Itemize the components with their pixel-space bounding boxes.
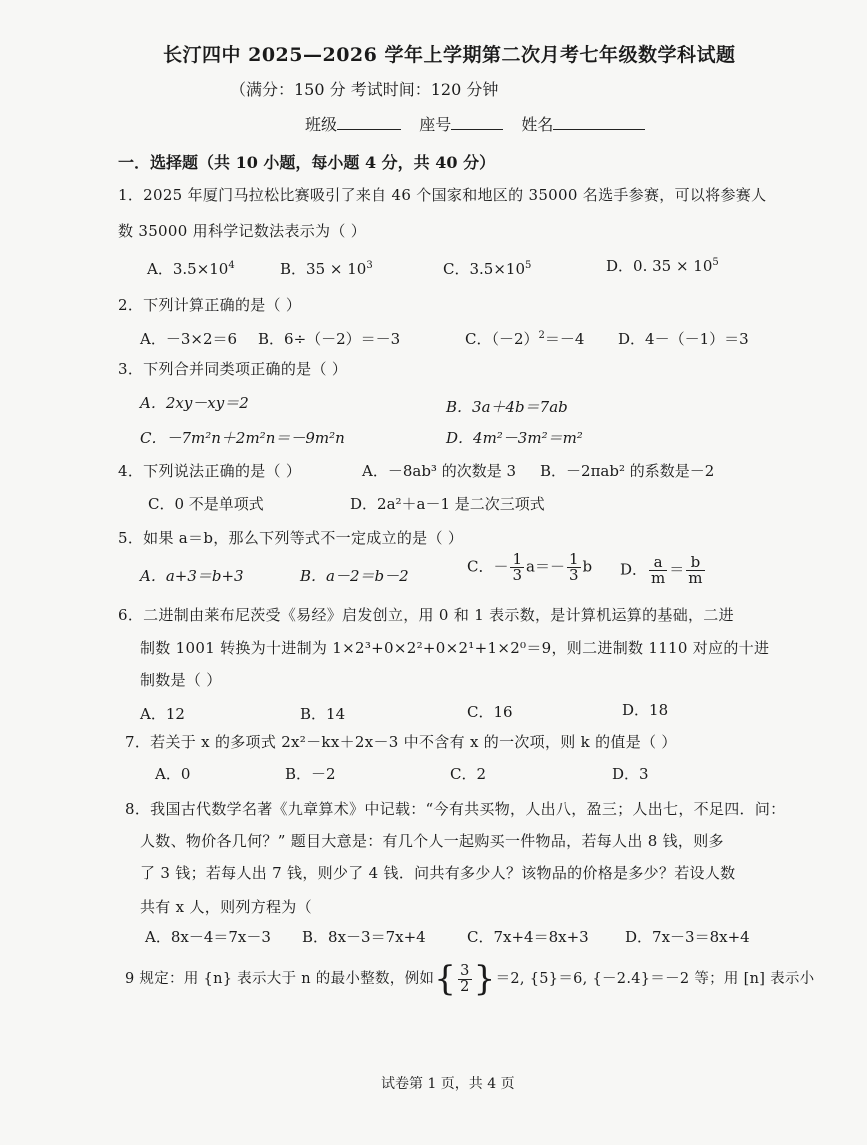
q5-option-c[interactable] [467,552,592,583]
q9-frac-den: 2 [460,978,470,995]
section-heading: 一．选择题（共 10 小题，每小题 4 分，共 40 分） [118,153,496,172]
q1-stem-line1: 1．2025 年厦门马拉松比赛吸引了来自 46 个国家和地区的 35000 名选手参赛，可以将参赛人 [118,186,767,204]
q9-stem-rest: ＝2, {5}＝6, {－2.4}＝－2 等；用 [n] 表示小 [495,971,815,987]
exam-title: 长汀四中 2025—2026 学年上学期第二次月考七年级数学科试题 [163,44,736,66]
q4-stem: 4．下列说法正确的是（ ） [118,462,302,480]
q2-option-c-exp: 2 [538,330,545,341]
q2-option-b[interactable]: B．6÷（－2）＝－3 [258,330,401,348]
q8-stem-line1: 8．我国古代数学名著《九章算术》中记载：“今有共买物，人出八，盈三；人出七，不足四．问： [125,800,786,818]
q5-option-c-mid: a＝－ [526,557,565,576]
q4-option-b[interactable]: B．－2πab² 的系数是－2 [540,462,715,480]
q2-stem: 2．下列计算正确的是（ ） [118,296,302,314]
student-info-row [305,112,645,135]
seat-blank[interactable] [451,113,503,130]
seat-label: 座号 [419,115,452,134]
q8-option-b[interactable]: B．8x－3＝7x+4 [302,928,426,946]
q5-option-d-eq: ＝ [669,560,685,579]
q5-option-b[interactable]: B．a－2＝b－2 [300,567,409,585]
exam-meta: （满分：150 分 考试时间：120 分钟 [230,80,499,99]
q8-stem-line4: 共有 x 人，则列方程为（ [140,898,312,916]
q5-d-frac2-num: b [686,555,704,571]
q1-option-d-text: D．0. 35 × 10 [606,257,713,275]
q7-option-b[interactable]: B．－2 [285,765,336,783]
q9-brace-left: { [434,959,457,999]
q2-option-c[interactable] [465,328,584,349]
q9-stem-prefix: 9 规定：用 {n} 表示大于 n 的最小整数，例如 [125,971,435,987]
q8-option-d[interactable]: D．7x－3＝8x+4 [625,928,750,946]
q3-option-a[interactable]: A．2xy－xy＝2 [140,394,249,412]
class-label: 班级 [305,115,338,134]
page-footer: 试卷第 1 页，共 4 页 [381,1076,515,1092]
q5-c-frac1-den: 3 [512,566,523,584]
q7-option-c[interactable]: C．2 [450,765,487,783]
q9-frac-num: 3 [460,963,470,979]
q5-d-frac2-den: m [688,569,703,587]
q2-option-a[interactable]: A．－3×2＝6 [140,330,238,348]
q5-option-c-prefix: C．－ [467,557,509,576]
q5-c-frac2-num: 1 [568,550,579,568]
q4-option-d[interactable]: D．2a²＋a－1 是二次三项式 [350,495,545,513]
q1-option-c-text: C．3.5×10 [443,260,525,278]
q6-stem-line2: 制数 1001 转换为十进制为 1×2³+0×2²+0×2¹+1×2⁰＝9，则二进制数 1110 对应的十进 [140,639,770,657]
q5-option-d-frac1 [649,555,667,586]
q3-option-c[interactable]: C．－7m²n＋2m²n＝－9m²n [140,429,345,447]
q4-option-c[interactable]: C．0 不是单项式 [148,495,264,513]
q8-stem-line2: 人数、物价各几何？” 题目大意是：有几个人一起购买一件物品，若每人出 8 钱，则多 [140,832,724,850]
q1-option-d-exp: 5 [712,257,719,268]
q5-stem: 5．如果 a＝b，那么下列等式不一定成立的是（ ） [118,529,464,547]
q6-option-a[interactable]: A．12 [140,705,185,723]
q1-option-c[interactable] [443,258,531,279]
q4-option-a[interactable]: A．－8ab³ 的次数是 3 [362,462,517,480]
name-label: 姓名 [521,115,554,134]
q7-stem: 7．若关于 x 的多项式 2x²－kx＋2x－3 中不含有 x 的一次项，则 k 的值是（ ） [125,733,677,751]
q5-option-d[interactable] [620,555,707,586]
q5-d-frac1-den: m [651,569,666,587]
q1-option-a-exp: 4 [228,260,235,271]
q1-option-b-exp: 3 [366,260,373,271]
q9-brace-right: } [473,959,496,999]
q5-option-c-end: b [582,557,593,576]
q2-option-c-rest: ＝－4 [544,330,585,348]
q8-option-a[interactable]: A．8x－4＝7x－3 [145,928,271,946]
q3-option-d[interactable]: D．4m²－3m²＝m² [446,429,583,447]
q8-option-c[interactable]: C．7x+4＝8x+3 [467,928,589,946]
q5-d-frac1-num: a [649,555,667,571]
q1-stem-line2: 数 35000 用科学记数法表示为（ ） [118,222,367,240]
q3-option-b[interactable]: B．3a＋4b＝7ab [446,398,568,416]
q5-option-c-frac2 [567,552,581,583]
q7-option-a[interactable]: A．0 [155,765,191,783]
q1-option-d[interactable] [606,255,719,276]
q5-option-a[interactable]: A．a+3＝b+3 [140,567,244,585]
q9-frac [458,964,472,994]
q1-option-b-text: B．35 × 10 [280,260,367,278]
q1-option-a-text: A．3.5×10 [147,260,229,278]
q6-option-d[interactable]: D．18 [622,701,669,719]
q2-option-d[interactable]: D．4－（－1）＝3 [618,330,749,348]
q5-option-d-prefix: D． [620,560,648,579]
q1-option-a[interactable] [147,258,235,279]
q6-option-b[interactable]: B．14 [300,705,346,723]
q1-option-c-exp: 5 [525,260,532,271]
q1-option-b[interactable] [280,258,373,279]
q2-option-c-text: C．（－2） [465,330,539,348]
q5-option-c-frac1 [510,552,524,583]
q6-option-c[interactable]: C．16 [467,703,513,721]
q3-stem: 3．下列合并同类项正确的是（ ） [118,360,348,378]
q5-option-d-frac2 [686,555,704,586]
q6-stem-line3: 制数是（ ） [140,671,222,689]
q9-stem [125,959,815,999]
q8-stem-line3: 了 3 钱；若每人出 7 钱，则少了 4 钱．问共有多少人？该物品的价格是多少？若设人数 [140,864,736,882]
class-blank[interactable] [337,113,401,130]
name-blank[interactable] [553,113,645,130]
q5-c-frac2-den: 3 [568,566,579,584]
q5-c-frac1-num: 1 [512,550,523,568]
q6-stem-line1: 6．二进制由莱布尼茨受《易经》启发创立，用 0 和 1 表示数，是计算机运算的基础，二进 [118,606,734,624]
q7-option-d[interactable]: D．3 [612,765,649,783]
